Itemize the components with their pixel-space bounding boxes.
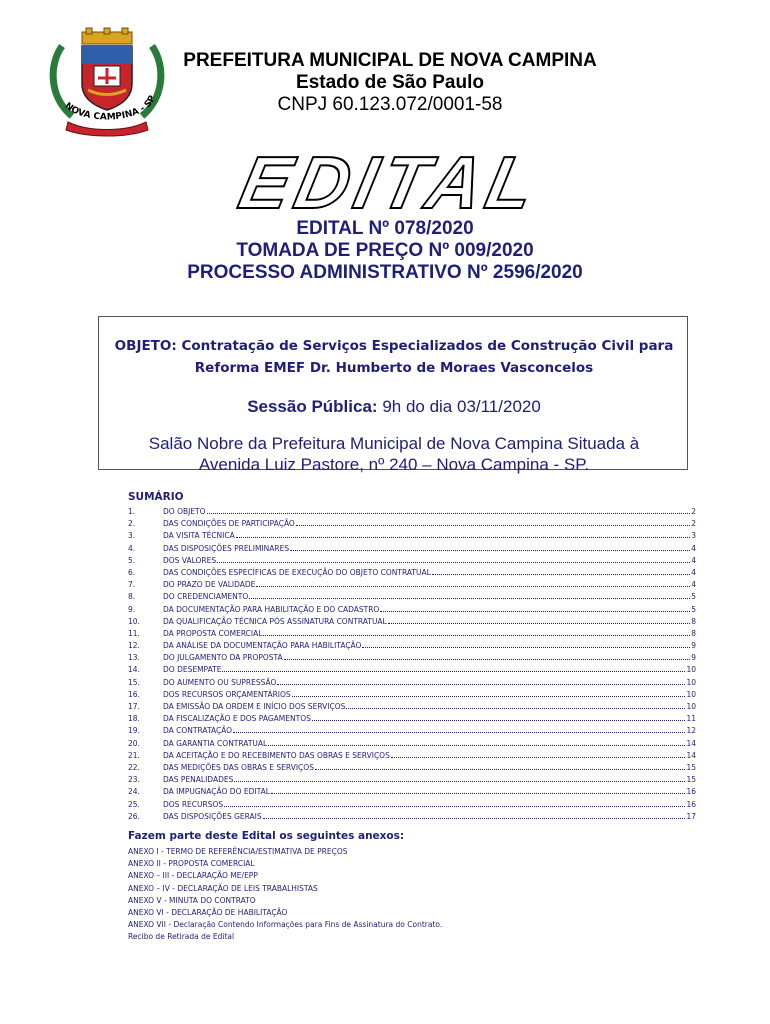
local-line-2: Avenida Luiz Pastore, nº 240 – Nova Campina - SP.: [198, 455, 590, 474]
toc-row[interactable]: [128, 763, 696, 775]
toc-row[interactable]: [128, 629, 696, 641]
toc-label: DA VISITA TÉCNICA: [163, 531, 235, 541]
toc-row[interactable]: [128, 812, 696, 824]
toc-number: 26.: [128, 811, 140, 821]
table-of-contents: [128, 507, 696, 824]
toc-number: 25.: [128, 799, 140, 809]
toc-number: 13.: [128, 653, 140, 663]
toc-number: 17.: [128, 702, 140, 711]
toc-label: DA ACEITAÇÃO E DO RECEBIMENTO DAS OBRAS E SERVIÇOS: [163, 750, 390, 760]
toc-page-number: 16: [686, 799, 696, 809]
anexo-item: ANEXO I - TERMO DE REFERÊNCIA/ESTIMATIVA DE PREÇOS: [128, 847, 348, 856]
anexo-item: ANEXO – III - DECLARAÇÃO ME/EPP: [128, 871, 258, 881]
toc-label: DA QUALIFICAÇÃO TÉCNICA PÓS ASSINATURA CONTRATUAL: [163, 616, 387, 626]
toc-label: DAS DISPOSIÇÕES PRELIMINARES: [163, 543, 290, 553]
toc-page-number: 9: [691, 641, 696, 651]
toc-label: DO OBJETO: [163, 507, 206, 516]
toc-label: DAS CONDIÇÕES ESPECÍFICAS DE EXECUÇÃO DO OBJETO CONTRATUAL: [163, 567, 431, 577]
toc-number: 12.: [128, 641, 140, 651]
toc-page-number: 4: [691, 567, 696, 577]
toc-page-number: 11: [686, 714, 696, 724]
objeto-line-1: OBJETO: Contratação de Serviços Especializados de Construção Civil para: [114, 338, 674, 354]
toc-page-number: 4: [691, 543, 696, 553]
toc-page-number: 15: [686, 762, 696, 772]
toc-leader-dots: [290, 550, 690, 551]
anexo-item: ANEXO VI - DECLARAÇÃO DE HABILITAÇÃO: [128, 907, 288, 917]
anexo-item: Recibo de Retirada de Edital: [128, 932, 235, 942]
toc-leader-dots: [388, 623, 690, 624]
toc-label: DAS CONDIÇÕES DE PARTICIPAÇÃO: [163, 519, 295, 529]
toc-row[interactable]: [128, 531, 696, 543]
municipality-name: PREFEITURA MUNICIPAL DE NOVA CAMPINA: [183, 50, 597, 71]
anexo-item: ANEXO VII - Declaração Contendo Informações para Fins de Assinatura do Contrato.: [128, 920, 443, 930]
toc-label: DO PRAZO DE VALIDADE: [163, 580, 256, 590]
processo-number: PROCESSO ADMINISTRATIVO Nº 2596/2020: [187, 262, 583, 283]
toc-number: 20.: [128, 738, 140, 748]
anexos-list: [128, 846, 442, 944]
toc-number: 10.: [128, 616, 140, 626]
header: [170, 50, 610, 116]
edital-wordmark: [145, 150, 625, 220]
anexo-item: ANEXO – IV - DECLARAÇÃO DE LEIS TRABALHISTAS: [128, 883, 318, 893]
toc-label: DA GARANTIA CONTRATUAL: [163, 738, 268, 748]
toc-page-number: 14: [686, 750, 696, 760]
toc-page-number: 4: [691, 555, 696, 565]
toc-label: DA DOCUMENTAÇÃO PARA HABILITAÇÃO E DO CADASTRO: [163, 604, 380, 614]
toc-number: 21.: [128, 750, 140, 760]
toc-row[interactable]: [128, 592, 696, 604]
anexo-item: ANEXO II - PROPOSTA COMERCIAL: [128, 859, 255, 869]
toc-row[interactable]: [128, 519, 696, 531]
toc-number: 18.: [128, 714, 140, 724]
toc-row[interactable]: [128, 775, 696, 787]
toc-page-number: 10: [686, 689, 696, 699]
toc-leader-dots: [380, 611, 690, 612]
toc-leader-dots: [207, 513, 691, 514]
toc-row[interactable]: [128, 556, 696, 568]
toc-leader-dots: [292, 696, 686, 697]
toc-label: DO DESEMPATE: [163, 665, 222, 675]
toc-page-number: 5: [691, 604, 696, 614]
toc-row[interactable]: [128, 739, 696, 751]
toc-label: DOS VALORES: [163, 555, 217, 565]
objeto-box: [98, 316, 688, 474]
toc-number: 8.: [128, 592, 136, 602]
toc-leader-dots: [362, 647, 690, 648]
title-block: [0, 218, 770, 284]
toc-row[interactable]: [128, 605, 696, 617]
toc-leader-dots: [432, 574, 690, 575]
toc-page-number: 2: [691, 519, 696, 529]
toc-row[interactable]: [128, 544, 696, 556]
toc-leader-dots: [249, 598, 690, 599]
sessao-publica: [99, 397, 689, 417]
toc-number: 3.: [128, 531, 136, 541]
toc-row[interactable]: [128, 568, 696, 580]
toc-label: DA CONTRATAÇÃO: [163, 726, 233, 736]
toc-row[interactable]: [128, 653, 696, 665]
toc-number: 22.: [128, 762, 140, 772]
state-name: Estado de São Paulo: [296, 72, 484, 93]
toc-label: DAS DISPOSIÇÕES GERAIS: [163, 811, 262, 821]
toc-number: 24.: [128, 787, 140, 797]
toc-number: 19.: [128, 726, 140, 736]
toc-page-number: 17: [686, 811, 696, 821]
toc-number: 15.: [128, 677, 140, 687]
toc-number: 7.: [128, 580, 136, 590]
anexo-item: ANEXO V - MINUTA DO CONTRATO: [128, 895, 256, 905]
toc-leader-dots: [268, 745, 685, 746]
sumario-title: SUMÁRIO: [128, 491, 184, 503]
toc-row[interactable]: [128, 507, 696, 519]
toc-number: 9.: [128, 604, 136, 614]
toc-row[interactable]: [128, 617, 696, 629]
toc-label: DO JULGAMENTO DA PROPOSTA: [163, 653, 283, 663]
sessao-label: Sessão Pública:: [247, 397, 378, 416]
toc-label: DA EMISSÃO DA ORDEM E INÍCIO DOS SERVIÇOS: [163, 702, 346, 711]
toc-leader-dots: [296, 525, 690, 526]
toc-leader-dots: [315, 769, 685, 770]
toc-row[interactable]: [128, 751, 696, 763]
toc-leader-dots: [277, 684, 685, 685]
municipal-crest: [48, 26, 166, 138]
toc-row[interactable]: [128, 714, 696, 726]
toc-row[interactable]: [128, 641, 696, 653]
toc-label: DA IMPUGNAÇÃO DO EDITAL: [163, 787, 270, 797]
toc-row[interactable]: [128, 580, 696, 592]
toc-leader-dots: [234, 781, 685, 782]
toc-leader-dots: [256, 586, 690, 587]
toc-number: 6.: [128, 567, 136, 577]
toc-leader-dots: [263, 818, 686, 819]
toc-label: DO AUMENTO OU SUPRESSÃO: [163, 677, 277, 687]
toc-page-number: 14: [686, 738, 696, 748]
local-line-1: Salão Nobre da Prefeitura Municipal de Nova Campina Situada à: [148, 434, 640, 453]
toc-leader-dots: [263, 635, 690, 636]
toc-leader-dots: [346, 708, 685, 709]
toc-page-number: 15: [686, 775, 696, 785]
toc-page-number: 12: [686, 726, 696, 736]
sessao-value: 9h do dia 03/11/2020: [382, 397, 541, 416]
toc-number: 11.: [128, 628, 140, 638]
toc-row[interactable]: [128, 787, 696, 799]
toc-number: 2.: [128, 519, 136, 529]
toc-leader-dots: [236, 537, 690, 538]
toc-leader-dots: [233, 732, 685, 733]
toc-page-number: 8: [691, 616, 696, 626]
anexos-title: Fazem parte deste Edital os seguintes anexos:: [128, 830, 405, 842]
toc-page-number: 10: [686, 702, 696, 711]
toc-page-number: 5: [691, 592, 696, 602]
toc-label: DO CREDENCIAMENTO: [163, 592, 249, 602]
toc-page-number: 16: [686, 787, 696, 797]
toc-page-number: 2: [691, 507, 696, 516]
toc-label: DA FISCALIZAÇÃO E DOS PAGAMENTOS: [163, 714, 311, 724]
toc-row[interactable]: [128, 702, 696, 714]
edital-number: EDITAL Nº 078/2020: [296, 218, 474, 239]
crest-ring-text: NOVA CAMPINA - SP: [62, 94, 159, 123]
toc-page-number: 3: [691, 531, 696, 541]
toc-row[interactable]: [128, 690, 696, 702]
objeto-line-2: Reforma EMEF Dr. Humberto de Moraes Vasconcelos: [194, 360, 594, 376]
toc-number: 5.: [128, 555, 136, 565]
toc-leader-dots: [271, 793, 686, 794]
toc-row[interactable]: [128, 678, 696, 690]
toc-page-number: 10: [686, 677, 696, 687]
objeto-text: [99, 335, 689, 379]
toc-label: DA ANÁLISE DA DOCUMENTAÇÃO PARA HABILITAÇÃO: [163, 641, 362, 651]
edital-wordmark-text: EDITAL: [232, 150, 548, 220]
toc-number: 16.: [128, 689, 140, 699]
toc-label: DA PROPOSTA COMERCIAL: [163, 628, 263, 638]
toc-number: 4.: [128, 543, 136, 553]
toc-page-number: 4: [691, 580, 696, 590]
tomada-preco-number: TOMADA DE PREÇO Nº 009/2020: [236, 240, 534, 261]
toc-page-number: 8: [691, 628, 696, 638]
toc-leader-dots: [222, 671, 685, 672]
toc-number: 14.: [128, 665, 140, 675]
toc-leader-dots: [217, 562, 690, 563]
toc-row[interactable]: [128, 800, 696, 812]
cnpj: CNPJ 60.123.072/0001-58: [277, 94, 503, 115]
toc-number: 1.: [128, 507, 136, 516]
toc-leader-dots: [224, 806, 685, 807]
toc-row[interactable]: [128, 726, 696, 738]
toc-page-number: 9: [691, 653, 696, 663]
toc-number: 23.: [128, 775, 140, 785]
toc-label: DAS MEDIÇÕES DAS OBRAS E SERVIÇOS: [163, 762, 314, 772]
toc-leader-dots: [312, 720, 686, 721]
toc-label: DOS RECURSOS: [163, 799, 224, 809]
toc-label: DOS RECURSOS ORÇAMENTÁRIOS: [163, 689, 291, 699]
toc-row[interactable]: [128, 665, 696, 677]
toc-leader-dots: [284, 659, 691, 660]
toc-page-number: 10: [686, 665, 696, 675]
toc-leader-dots: [391, 757, 686, 758]
local-text: [99, 433, 689, 475]
toc-label: DAS PENALIDADES: [163, 775, 234, 785]
